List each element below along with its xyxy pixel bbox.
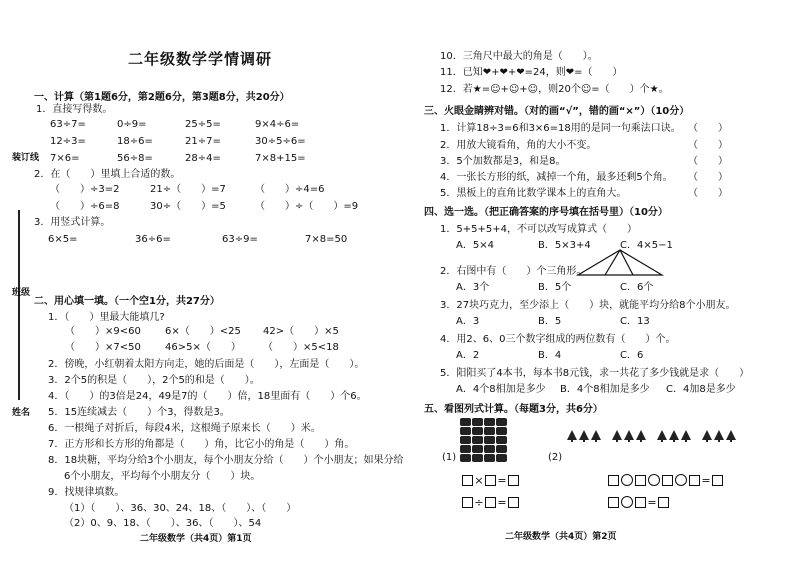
fill-cell: （ ）÷6=8	[50, 201, 120, 212]
tree-icon	[657, 430, 667, 442]
choice-option: B．5	[538, 316, 562, 327]
calc-cell: 21÷7=	[185, 136, 221, 147]
question-1-3: 3．用竖式计算。	[34, 217, 111, 228]
section-1-heading: 一、计算（第1题6分，第2题6分，第3题8分，共20分）	[34, 92, 290, 103]
judge-item: 4．一张长方形的纸，减掉一个角，最多还剩5个角。	[440, 172, 673, 183]
tree-group-3	[657, 430, 691, 442]
operator-circle[interactable]	[621, 496, 633, 508]
section-2-heading: 二、用心填一填。（一个空1分，共27分）	[34, 296, 220, 307]
answer-paren[interactable]: （ ）	[688, 123, 728, 134]
question-2-3: 3．2个5的积是（ ），2个5的和是（ ）。	[48, 375, 260, 386]
question-2-7: 7．正方形和长方形的角都是（ ）角，比它小的角是（ ）角。	[48, 439, 355, 450]
question-2-9-1: （1）（ ）、36、30、24、18、（ ）、（ ）	[64, 503, 297, 514]
triangle-figure	[575, 248, 665, 278]
choice-option: A．2	[456, 350, 480, 361]
judge-item: 1．计算18÷3=6和3×6=18用的是同一句乘法口诀。	[440, 123, 681, 134]
calc-cell: 56÷8=	[117, 153, 153, 164]
section-5-heading: 五、看图列式计算。（每题3分，共6分）	[424, 404, 603, 415]
choice-question-5: 5．阳阳买了4本书，每本书8元钱，求一共花了多少钱就是求（ ）	[440, 368, 750, 379]
answer-box[interactable]	[462, 497, 473, 508]
choice-option: A．3	[456, 316, 480, 327]
answer-box[interactable]	[485, 475, 496, 486]
calc-cell: 30÷5÷6=	[255, 136, 306, 147]
tree-group-4	[702, 430, 736, 442]
question-2-8b: 6个小朋友，平均每个小朋友分（ ）块。	[64, 471, 261, 482]
choice-option: B．5个	[538, 282, 572, 293]
answer-paren[interactable]: （ ）	[688, 172, 728, 183]
page-1-footer: 二年级数学（共4页）第1页	[140, 534, 252, 544]
question-2-1: 1．（ ）里最大能填几?	[48, 312, 165, 323]
calc-cell: 0÷9=	[117, 119, 147, 130]
fill-cell: （ ）÷（ ）=9	[255, 201, 359, 212]
question-2-9: 9．找规律填数。	[48, 487, 125, 498]
margin-label-class: 班级	[12, 288, 31, 298]
equation-row-multiply	[462, 473, 519, 487]
tree-icon	[702, 430, 712, 442]
vertical-calc: 6×5=	[48, 234, 78, 245]
calc-cell: 7×8+15=	[255, 153, 306, 164]
calc-cell: 9×4÷6=	[255, 119, 300, 130]
picture-label-1: (1)	[442, 452, 457, 463]
question-2-10: 10．三角尺中最大的角是（ ）。	[440, 51, 598, 62]
choice-option: C．4×5−1	[620, 240, 673, 251]
answer-box[interactable]	[508, 475, 519, 486]
ineq-cell: （ ）×5<18	[263, 342, 339, 353]
ineq-cell: 6×（ ）<25	[165, 326, 241, 337]
equals-sign: =	[647, 495, 657, 509]
question-1-2: 2．在（ ）里填上合适的数。	[34, 169, 181, 180]
tree-icon	[714, 430, 724, 442]
answer-paren[interactable]: （ ）	[688, 188, 728, 199]
equals-sign: =	[497, 473, 507, 487]
answer-box[interactable]	[635, 475, 646, 486]
ineq-cell: （ ）×7<50	[65, 342, 141, 353]
choice-option: C．6个	[620, 282, 654, 293]
question-2-9-2: （2）0、9、18、（ ）、36、（ ）、54	[64, 518, 262, 529]
calc-cell: 7×6=	[50, 153, 80, 164]
question-2-8a: 8．18块糖，平均分给3个小朋友，每个小朋友分给（ ）个小朋友；如果分给	[48, 455, 404, 466]
times-sign: ×	[474, 473, 484, 487]
question-2-5: 5．15连续减去（ ）个3，得数是3。	[48, 407, 230, 418]
tree-icon	[612, 430, 622, 442]
choice-option: C．4加8是多少	[666, 384, 736, 395]
tree-icon	[636, 430, 646, 442]
answer-box[interactable]	[658, 497, 669, 508]
calc-cell: 28÷4=	[185, 153, 221, 164]
calc-cell: 63÷7=	[50, 119, 86, 130]
choice-question-2: 2．右图中有（ ）个三角形。	[440, 266, 587, 277]
margin-label-binding: 装订线	[12, 153, 40, 163]
choice-option: A．5×4	[456, 240, 494, 251]
operator-circle[interactable]	[621, 474, 633, 486]
equals-sign: =	[497, 495, 507, 509]
equation-row-divide	[462, 495, 519, 509]
calc-cell: 25÷5=	[185, 119, 221, 130]
choice-option: C．6	[620, 350, 644, 361]
fill-cell: （ ）÷3=2	[50, 184, 120, 195]
choice-option: C．13	[620, 316, 650, 327]
choice-option: B．5×3+4	[538, 240, 591, 251]
tree-icon	[669, 430, 679, 442]
tree-icon	[591, 430, 601, 442]
equals-sign: =	[701, 473, 711, 487]
judge-item: 2．用放大镜看角，角的大小不变。	[440, 140, 597, 151]
judge-item: 5．黑板上的直角比数学课本上的直角大。	[440, 188, 627, 199]
section-4-heading: 四、选一选。（把正确答案的序号填在括号里）（10分）	[424, 207, 668, 218]
equation-row-product	[608, 495, 669, 509]
operator-circle[interactable]	[675, 474, 687, 486]
fill-cell: 30÷（ ）=5	[150, 201, 226, 212]
answer-box[interactable]	[508, 497, 519, 508]
answer-box[interactable]	[689, 475, 700, 486]
section-3-heading: 三、火眼金睛辨对错。（对的画“√”，错的画“×”）（10分）	[424, 106, 690, 117]
judge-item: 3．5个加数都是3，和是8。	[440, 156, 566, 167]
fill-cell: （ ）÷4=6	[255, 184, 325, 195]
question-2-6: 6．一根绳子对折后，每段4米，这根绳子原来长（ ）米。	[48, 423, 321, 434]
choice-option: B．4	[538, 350, 562, 361]
answer-box[interactable]	[608, 497, 619, 508]
answer-box[interactable]	[712, 475, 723, 486]
question-1-1: 1．直接写得数。	[36, 104, 113, 115]
question-2-12: 12．若★=☺+☺+☺，则20个☺=（ ）个★。	[440, 84, 669, 95]
question-2-11: 11．已知❤+❤+❤=24，则❤=（ ）	[440, 67, 623, 78]
operator-circle[interactable]	[648, 474, 660, 486]
fill-cell: 21÷（ ）=7	[150, 184, 226, 195]
page-title: 二年级数学学情调研	[128, 50, 273, 68]
choice-option: A．4个8相加是多少	[456, 384, 546, 395]
choice-option: B．4个8相加是多少	[560, 384, 650, 395]
answer-paren[interactable]: （ ）	[688, 140, 728, 151]
page-2-footer: 二年级数学（共4页）第2页	[505, 532, 617, 542]
choice-option: A．3个	[456, 282, 490, 293]
tree-icon	[579, 430, 589, 442]
tree-icon	[567, 430, 577, 442]
tree-icon	[726, 430, 736, 442]
choice-question-3: 3．27块巧克力，至少添上（ ）块，就能平均分给8个小朋友。	[440, 300, 736, 311]
equation-row-sum	[608, 473, 723, 487]
answer-box[interactable]	[485, 497, 496, 508]
divide-sign: ÷	[474, 495, 484, 509]
book-group-icon	[460, 418, 507, 462]
vertical-calc: 36÷6=	[135, 234, 171, 245]
answer-box[interactable]	[462, 475, 473, 486]
vertical-calc: 63÷9=	[222, 234, 258, 245]
ineq-cell: 42>（ ）×5	[263, 326, 339, 337]
calc-cell: 12÷3=	[50, 136, 86, 147]
tree-group-1	[567, 430, 601, 442]
question-2-2: 2．傍晚，小红朝着太阳方向走，她的后面是（ ），左面是（ ）。	[48, 359, 365, 370]
answer-box[interactable]	[662, 475, 673, 486]
tree-group-2	[612, 430, 646, 442]
choice-question-4: 4．用2、6、0三个数字组成的两位数有（ ）个。	[440, 334, 676, 345]
binding-line	[18, 210, 20, 400]
picture-label-2: (2)	[548, 452, 563, 463]
tree-icon	[681, 430, 691, 442]
tree-icon	[624, 430, 634, 442]
vertical-calc: 7×8=50	[305, 234, 348, 245]
ineq-cell: （ ）×9<60	[65, 326, 141, 337]
margin-label-name: 姓名	[12, 408, 31, 418]
calc-cell: 18÷6=	[117, 136, 153, 147]
question-2-4: 4．（ ）的3倍是24，49是7的（ ）倍，18里面有（ ）个6。	[48, 391, 367, 402]
choice-question-1: 1．5+5+5+4，不可以改写成算式（ ）	[440, 224, 637, 235]
answer-paren[interactable]: （ ）	[688, 156, 728, 167]
ineq-cell: 46>5×（ ）	[165, 342, 241, 353]
answer-box[interactable]	[608, 475, 619, 486]
answer-box[interactable]	[635, 497, 646, 508]
